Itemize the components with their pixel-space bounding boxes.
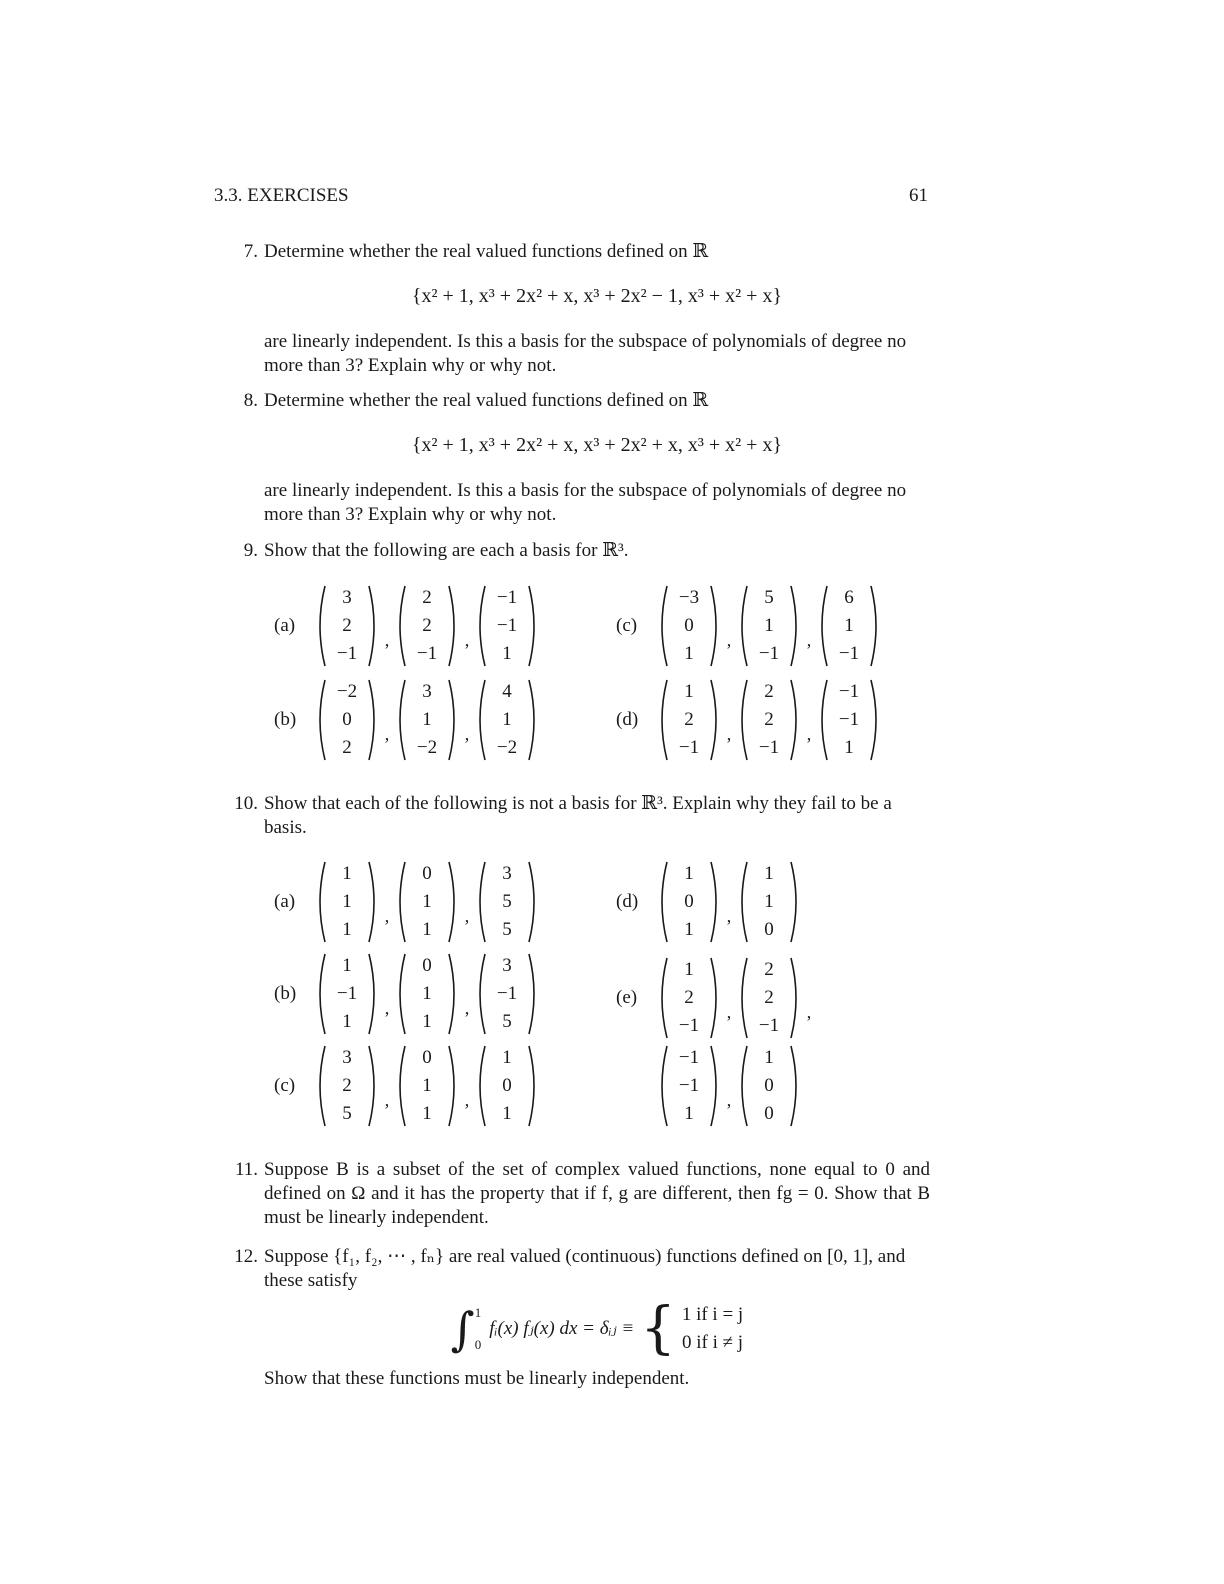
separator-comma: , [464, 906, 470, 926]
integral-lower-limit: 0 [474, 1337, 482, 1352]
column-vector [314, 952, 380, 1036]
vector-entry: 5 [502, 891, 512, 912]
vector-entry: 5 [342, 1103, 352, 1124]
right-paren [446, 952, 460, 1036]
vector-entry: 2 [764, 987, 774, 1008]
vector-entry: −1 [678, 1047, 700, 1068]
exercise-number: 8. [243, 390, 258, 411]
left-paren [736, 1044, 750, 1128]
vector-entry: −2 [496, 737, 518, 758]
column-vector [314, 1044, 380, 1128]
vector-entry: 0 [422, 1047, 432, 1068]
exercise-text: are linearly independent. Is this a basis for the subspace of polynomials of degree no more than 3? Explain why or why not. [264, 480, 907, 525]
left-paren [394, 952, 408, 1036]
vector-entry: 1 [342, 955, 352, 976]
vector-entry: 2 [764, 959, 774, 980]
column-vector [314, 584, 380, 668]
column-vector [816, 584, 882, 668]
column-vector [816, 678, 882, 762]
vector-group [616, 1044, 802, 1128]
vector-entry: 1 [422, 983, 432, 1004]
vector-entry: 5 [502, 1011, 512, 1032]
part-label: (c) [616, 615, 638, 636]
vector-entry: 2 [684, 987, 694, 1008]
exercise-7 [230, 240, 930, 378]
exercise-number: 9. [243, 540, 258, 561]
vector-entry: 1 [422, 1075, 432, 1096]
vector-entry: 0 [764, 1103, 774, 1124]
column-vector [394, 584, 460, 668]
column-vector [736, 1044, 802, 1128]
left-paren [656, 860, 670, 944]
right-paren [708, 678, 722, 762]
left-paren [394, 860, 408, 944]
right-paren [366, 1044, 380, 1128]
separator-comma: , [806, 724, 812, 744]
left-paren [736, 584, 750, 668]
separator-comma: , [806, 1002, 812, 1022]
column-vector [656, 956, 722, 1040]
exercise-text: Suppose B is a subset of the set of complex valued functions, none equal to 0 and defined on Ω and it has the property that if f, g are different, then fg = 0. Show that B must be linearly independent. [264, 1159, 930, 1228]
right-paren [446, 678, 460, 762]
right-paren [366, 584, 380, 668]
vector-entry: 6 [844, 587, 854, 608]
exercise-number: 12. [234, 1246, 258, 1267]
cases [634, 1296, 744, 1361]
running-header-section: 3.3. EXERCISES [214, 185, 349, 206]
part-label: (d) [616, 891, 639, 912]
column-vector [656, 1044, 722, 1128]
exercise-number: 11. [234, 1159, 258, 1180]
case-equal: 1 if i = j [681, 1304, 744, 1325]
right-paren [868, 584, 882, 668]
vector-entry: −1 [678, 1015, 700, 1036]
vector-entry: 2 [764, 681, 774, 702]
right-paren [868, 678, 882, 762]
left-paren [656, 584, 670, 668]
column-vector [474, 860, 540, 944]
right-paren [526, 584, 540, 668]
right-paren [446, 860, 460, 944]
vector-entry: 2 [342, 1075, 352, 1096]
vector-entry: 1 [684, 959, 694, 980]
vector-entry: 3 [502, 863, 512, 884]
separator-comma: , [384, 1090, 390, 1110]
separator-comma: , [384, 724, 390, 744]
column-vector [656, 584, 722, 668]
column-vector [474, 678, 540, 762]
left-paren [474, 678, 488, 762]
vector-entry: 1 [684, 681, 694, 702]
column-vector [314, 860, 380, 944]
exercise-9 [230, 539, 930, 563]
case-not-equal: 0 if i ≠ j [681, 1332, 744, 1353]
vector-group [616, 860, 802, 944]
column-vector [736, 678, 802, 762]
separator-comma: , [464, 1090, 470, 1110]
vector-entry: −2 [416, 737, 438, 758]
orthonormality-equation [264, 1296, 930, 1361]
column-vector [736, 584, 802, 668]
exercise-intro: Show that the following are each a basis for ℝ³. [264, 540, 629, 561]
column-vector [394, 678, 460, 762]
vector-entry: 1 [844, 615, 854, 636]
separator-comma: , [464, 724, 470, 744]
exercise-intro: Suppose {f₁, f₂, ⋯ , fₙ} are real valued (continuous) functions defined on [0, 1], and these satisfy [264, 1246, 906, 1291]
part-label: (b) [274, 983, 297, 1004]
vector-entry: −1 [336, 983, 358, 1004]
vector-group [274, 952, 540, 1036]
vector-group [274, 678, 540, 762]
vector-entry: 1 [422, 1011, 432, 1032]
right-paren [526, 1044, 540, 1128]
vector-entry: −1 [678, 1075, 700, 1096]
part-label: (d) [616, 709, 639, 730]
integrand: fᵢ(x) fⱼ(x) dx = δᵢⱼ ≡ [489, 1318, 635, 1339]
part-label: (c) [274, 1075, 296, 1096]
vector-entry: −1 [838, 681, 860, 702]
vector-entry: 1 [342, 891, 352, 912]
page-number: 61 [909, 185, 928, 206]
left-paren [314, 678, 328, 762]
vector-entry: 1 [502, 1103, 512, 1124]
right-paren [446, 1044, 460, 1128]
separator-comma: , [806, 630, 812, 650]
vector-entry: 0 [764, 1075, 774, 1096]
right-paren [788, 860, 802, 944]
function-set: {x² + 1, x³ + 2x² + x, x³ + 2x² − 1, x³ + x² + x} [411, 285, 783, 307]
vector-entry: −2 [336, 681, 358, 702]
separator-comma: , [384, 906, 390, 926]
left-paren [736, 860, 750, 944]
vector-entry: 2 [764, 709, 774, 730]
right-paren [366, 678, 380, 762]
vector-entry: 0 [422, 863, 432, 884]
vector-entry: −1 [496, 587, 518, 608]
right-paren [526, 678, 540, 762]
vector-entry: 3 [342, 1047, 352, 1068]
separator-comma: , [726, 1090, 732, 1110]
vector-entry: −1 [336, 643, 358, 664]
vector-entry: 1 [684, 919, 694, 940]
vector-entry: −1 [758, 643, 780, 664]
separator-comma: , [726, 724, 732, 744]
vector-entry: 1 [342, 919, 352, 940]
vector-entry: 1 [502, 709, 512, 730]
left-paren [656, 956, 670, 1040]
column-vector [656, 678, 722, 762]
vector-entry: −1 [496, 983, 518, 1004]
exercise-8 [230, 389, 930, 527]
right-paren [708, 584, 722, 668]
vector-entry: 5 [502, 919, 512, 940]
vector-entry: 1 [764, 863, 774, 884]
right-paren [708, 1044, 722, 1128]
vector-entry: 4 [502, 681, 512, 702]
vector-entry: −1 [758, 737, 780, 758]
vector-entry: 3 [502, 955, 512, 976]
vector-group [274, 1044, 540, 1128]
right-paren [788, 678, 802, 762]
left-paren [816, 584, 830, 668]
vector-group [616, 584, 882, 668]
vector-entry: −1 [416, 643, 438, 664]
vector-entry: 2 [422, 615, 432, 636]
separator-comma: , [464, 630, 470, 650]
integral-sign: ∫ [450, 1302, 475, 1356]
exercise-number: 7. [243, 241, 258, 262]
column-vector [474, 952, 540, 1036]
left-paren [474, 952, 488, 1036]
column-vector [394, 860, 460, 944]
exercise-intro: Show that each of the following is not a basis for ℝ³. Explain why they fail to be a basis. [264, 793, 892, 838]
left-paren [314, 952, 328, 1036]
vector-entry: 0 [684, 891, 694, 912]
right-paren [788, 584, 802, 668]
vector-entry: 1 [422, 919, 432, 940]
column-vector [736, 860, 802, 944]
part-label: (a) [274, 615, 296, 636]
vector-entry: 3 [422, 681, 432, 702]
column-vector [474, 584, 540, 668]
separator-comma: , [464, 998, 470, 1018]
function-set: {x² + 1, x³ + 2x² + x, x³ + 2x² + x, x³ + x² + x} [411, 434, 783, 456]
vector-entry: 1 [502, 643, 512, 664]
part-label: (a) [274, 891, 296, 912]
left-paren [736, 956, 750, 1040]
left-brace: { [640, 1296, 676, 1361]
right-paren [788, 956, 802, 1040]
left-paren [736, 678, 750, 762]
vector-entry: 3 [342, 587, 352, 608]
vector-group [616, 678, 882, 762]
exercise-text: are linearly independent. Is this a basis for the subspace of polynomials of degree no more than 3? Explain why or why not. [264, 331, 907, 376]
exercise-12 [230, 1245, 930, 1391]
vector-entry: 1 [422, 891, 432, 912]
vector-group [274, 584, 540, 668]
vector-entry: 1 [422, 1103, 432, 1124]
column-vector [394, 1044, 460, 1128]
right-paren [366, 952, 380, 1036]
vector-entry: −1 [678, 737, 700, 758]
vector-entry: −1 [838, 709, 860, 730]
vector-entry: 1 [764, 891, 774, 912]
left-paren [816, 678, 830, 762]
left-paren [394, 1044, 408, 1128]
column-vector [394, 952, 460, 1036]
vector-entry: −3 [678, 587, 700, 608]
separator-comma: , [384, 630, 390, 650]
left-paren [656, 678, 670, 762]
right-paren [526, 952, 540, 1036]
exercise-10 [230, 792, 930, 840]
exercise-conclusion: Show that these functions must be linearly independent. [264, 1368, 690, 1389]
left-paren [394, 584, 408, 668]
vector-entry: 0 [422, 955, 432, 976]
vector-entry: 1 [342, 863, 352, 884]
vector-entry: 1 [764, 615, 774, 636]
vector-entry: 1 [764, 1047, 774, 1068]
left-paren [474, 584, 488, 668]
right-paren [708, 860, 722, 944]
exercise-number: 10. [234, 793, 258, 814]
vector-entry: 0 [684, 615, 694, 636]
left-paren [314, 584, 328, 668]
vector-entry: 1 [684, 863, 694, 884]
vector-entry: 1 [684, 1103, 694, 1124]
vector-entry: −1 [838, 643, 860, 664]
right-paren [788, 1044, 802, 1128]
vector-entry: −1 [758, 1015, 780, 1036]
vector-entry: 0 [342, 709, 352, 730]
right-paren [366, 860, 380, 944]
vector-group [616, 956, 816, 1040]
vector-entry: 2 [422, 587, 432, 608]
exercise-intro: Determine whether the real valued functions defined on ℝ [264, 390, 709, 411]
left-paren [394, 678, 408, 762]
vector-entry: −1 [496, 615, 518, 636]
vector-entry: 2 [342, 615, 352, 636]
exercise-intro: Determine whether the real valued functions defined on ℝ [264, 241, 709, 262]
right-paren [446, 584, 460, 668]
right-paren [526, 860, 540, 944]
column-vector [656, 860, 722, 944]
vector-entry: 1 [422, 709, 432, 730]
vector-entry: 1 [844, 737, 854, 758]
column-vector [314, 678, 380, 762]
part-label: (e) [616, 987, 638, 1008]
vector-entry: 0 [764, 919, 774, 940]
left-paren [656, 1044, 670, 1128]
left-paren [314, 1044, 328, 1128]
left-paren [474, 1044, 488, 1128]
vector-entry: 5 [764, 587, 774, 608]
column-vector [736, 956, 802, 1040]
right-paren [708, 956, 722, 1040]
separator-comma: , [726, 1002, 732, 1022]
vector-entry: 1 [342, 1011, 352, 1032]
vector-entry: 1 [502, 1047, 512, 1068]
part-label: (b) [274, 709, 297, 730]
separator-comma: , [726, 630, 732, 650]
vector-entry: 0 [502, 1075, 512, 1096]
exercise-11 [230, 1158, 930, 1230]
left-paren [474, 860, 488, 944]
vector-entry: 2 [342, 737, 352, 758]
separator-comma: , [384, 998, 390, 1018]
vector-entry: 2 [684, 709, 694, 730]
separator-comma: , [726, 906, 732, 926]
vector-group [274, 860, 540, 944]
left-paren [314, 860, 328, 944]
integral-upper-limit: 1 [474, 1305, 482, 1320]
column-vector [474, 1044, 540, 1128]
vector-entry: 1 [684, 643, 694, 664]
